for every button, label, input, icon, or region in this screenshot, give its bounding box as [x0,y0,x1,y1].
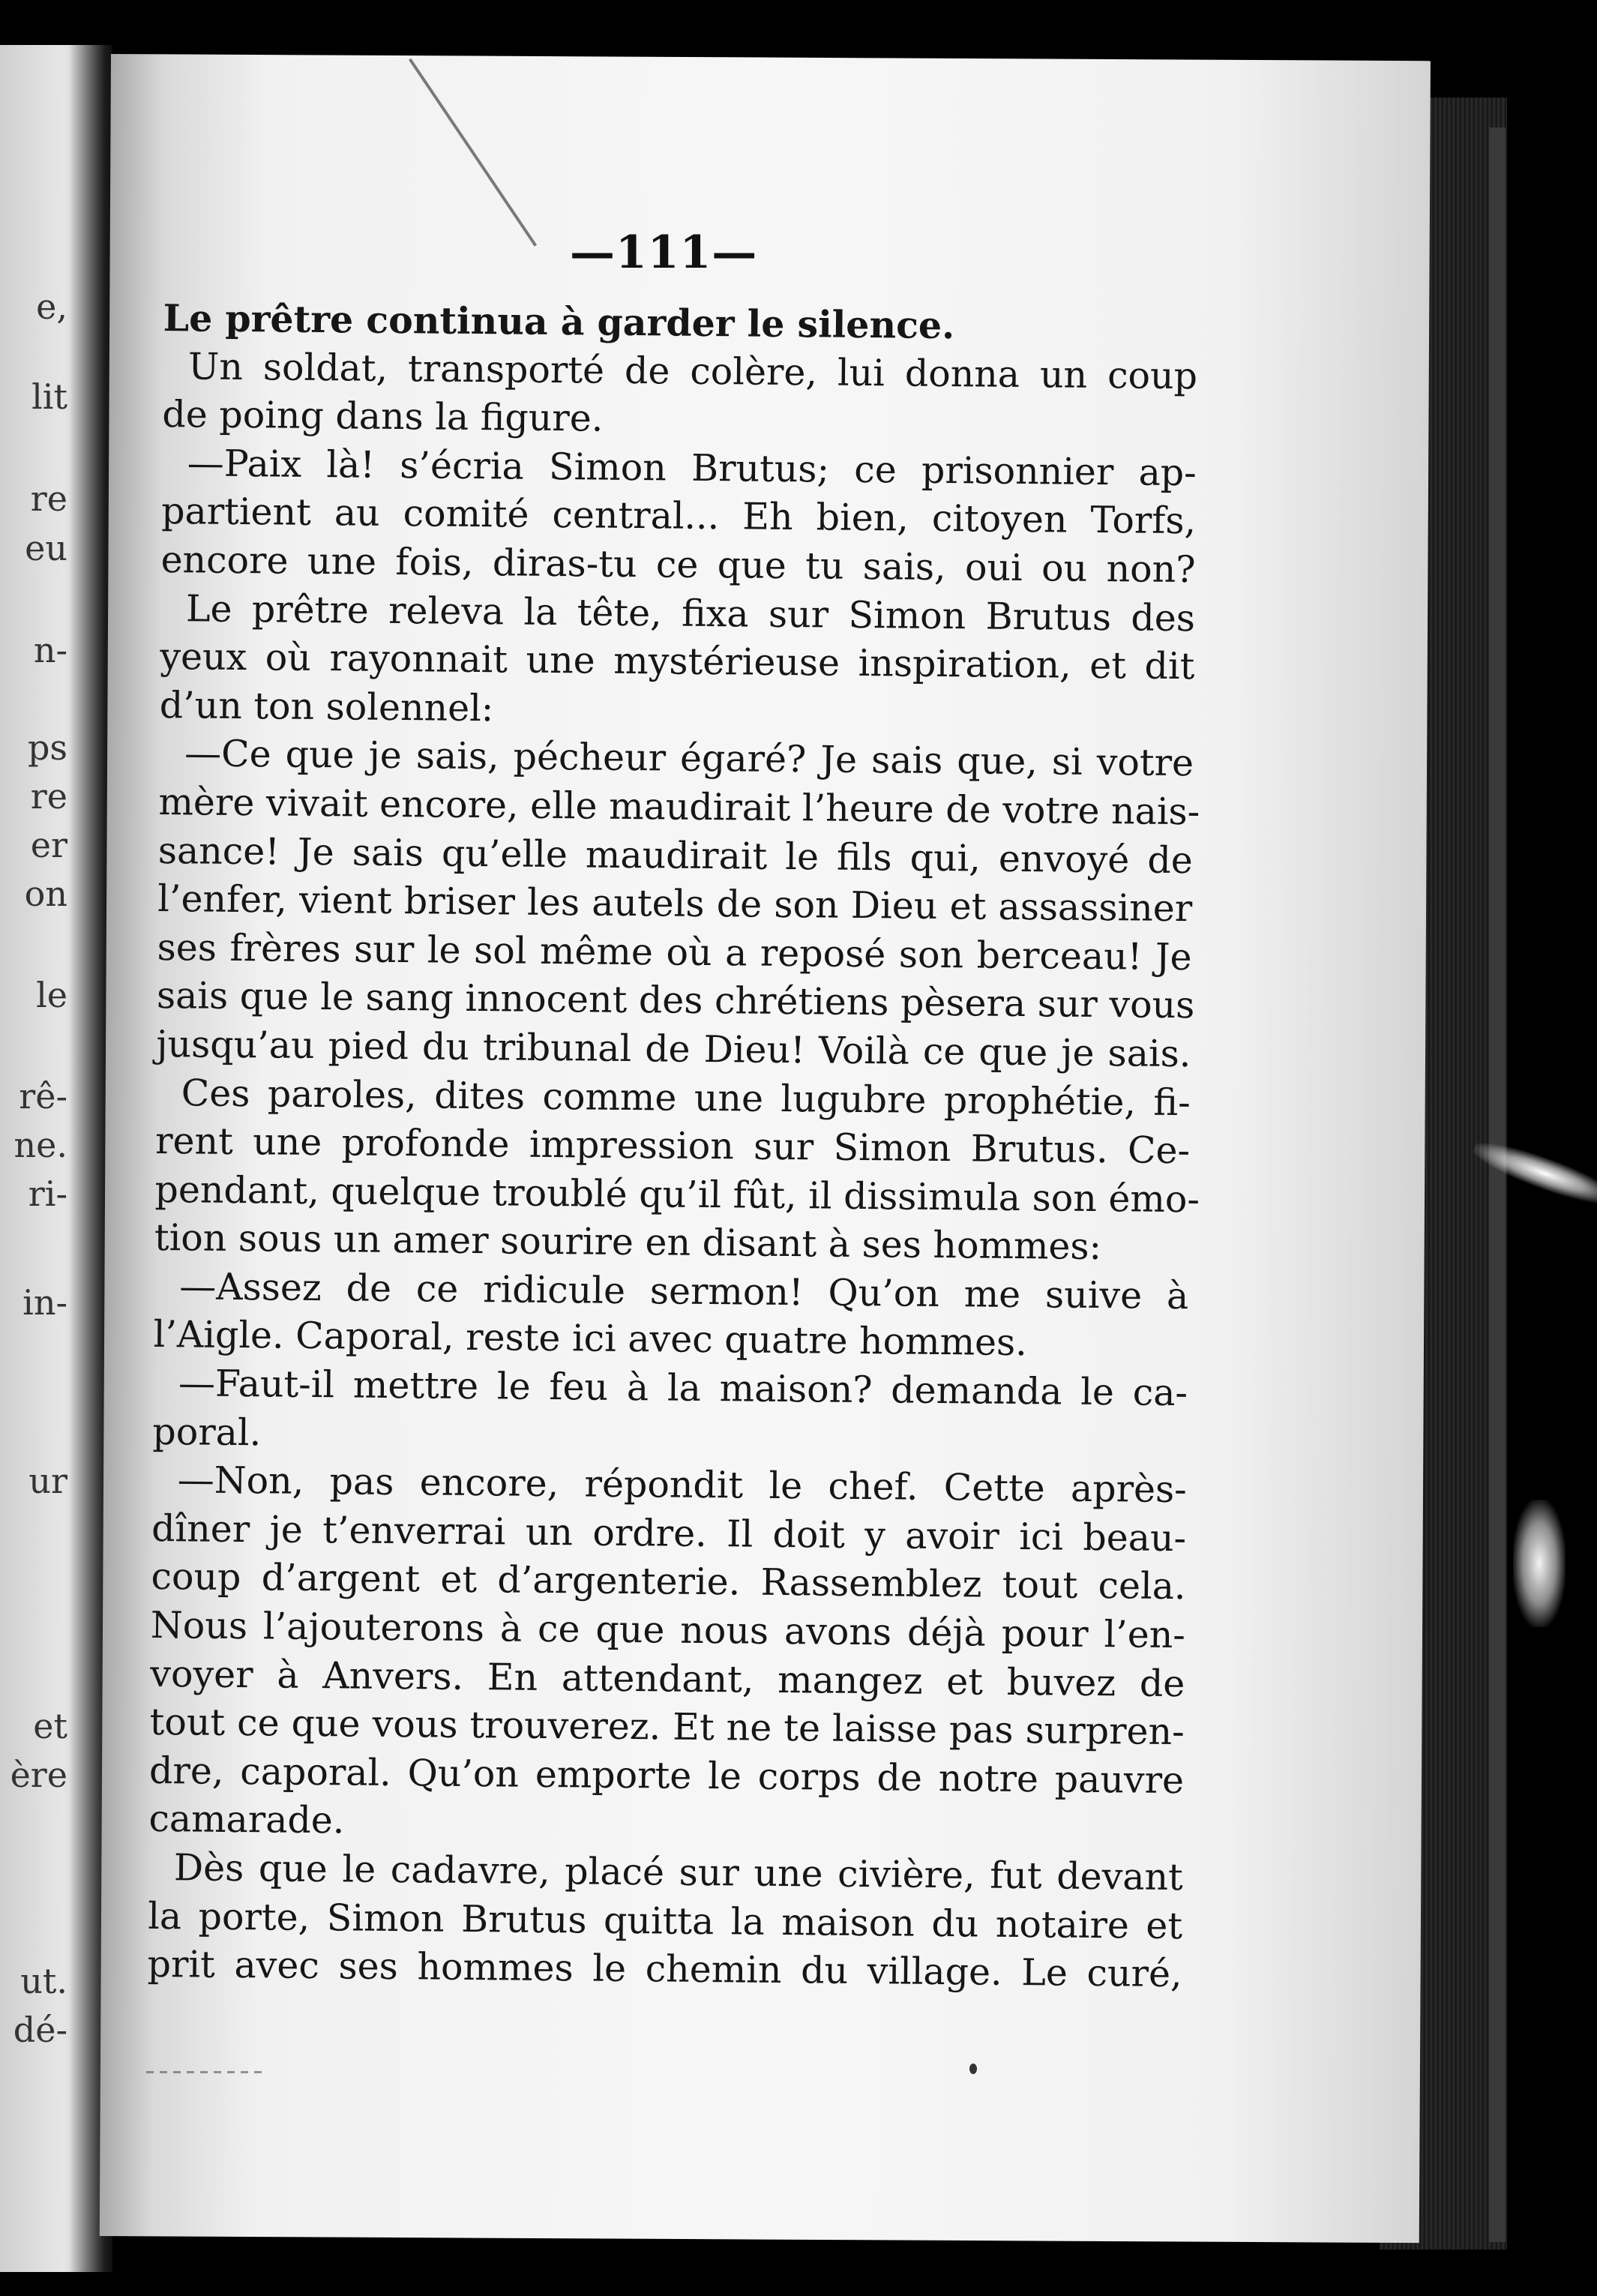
text-line: de poing dans la figure. [162,393,604,440]
text-line: d’un ton solennel: [159,683,494,730]
text-line: —Paix là! s’écria Simon Brutus; ce prisonnier ap- [187,442,1197,495]
left-page-fragment: ne. [13,1125,67,1165]
left-page-fragment: et [33,1706,67,1746]
page-block-edge-highlight [1489,127,1506,2242]
text-line: Dès que le cadavre, placé sur une civière, fut devant [173,1846,1184,1899]
text-line: —Ce que je sais, pécheur égaré? Je sais que, si votre [184,732,1194,785]
text-line: rent une profonde impression sur Simon Brutus. Ce- [154,1120,1191,1173]
text-line: voyer à Anvers. En attendant, mangez et buvez de [150,1652,1185,1705]
text-line: coup d’argent et d’argenterie. Rassemblez tout cela. [151,1555,1186,1608]
text-line: ses frères sur le sol même où a reposé son berceau! Je [157,925,1192,979]
left-page-fragment: ps [27,727,67,768]
ink-spot [969,2064,977,2074]
text-line: poral. [152,1410,262,1454]
text-line: —Assez de ce ridicule sermon! Qu’on me suive à [179,1265,1189,1318]
left-page-fragment: n- [33,630,67,670]
bottom-smudge-rule [146,2071,266,2073]
text-line: sais que le sang innocent des chrétiens pèsera sur vous [156,974,1195,1027]
left-page-fragment: ère [10,1755,67,1795]
left-page-fragment: le [36,975,67,1015]
text-line: dre, caporal. Qu’on emporte le corps de notre pauvre [148,1749,1185,1802]
left-page-fragment: dé- [13,2010,67,2050]
text-line: encore une fois, diras-tu ce que tu sais, oui ou non? [160,538,1196,592]
text-line: dîner je t’enverrai un ordre. Il doit y avoir ici beau- [151,1506,1187,1560]
text-line: tion sous un amer sourire en disant à ses hommes: [154,1216,1102,1269]
scanner-glare [1513,1500,1566,1627]
left-page-fragment: ur [28,1461,67,1501]
text-line: camarade. [148,1797,345,1842]
left-page-fragment: eu [25,528,67,568]
text-line: —Non, pas encore, répondit le chef. Cette après- [177,1458,1188,1512]
text-line: sance! Je sais qu’elle maudirait le fils qui, envoyé de [157,829,1194,882]
text-line: partient au comité central... Eh bien, citoyen Torfs, [160,490,1197,543]
text-line: Le prêtre releva la tête, fixa sur Simon Brutus des [185,586,1196,640]
text-line: —Faut-il mettre le feu à la maison? demanda le ca- [178,1362,1188,1415]
page-number: —111— [570,226,758,279]
text-line: mère vivait encore, elle maudirait l’heure de votre nais- [158,780,1200,834]
text-line: jusqu’au pied du tribunal de Dieu! Voilà ce que je sais. [156,1022,1191,1076]
left-page-fragment: re [30,478,67,519]
left-page-fragment: in- [22,1282,67,1323]
body-text [147,294,1198,1999]
left-page-fragment: er [30,825,67,865]
text-line: Un soldat, transporté de colère, lui donna un coup [187,344,1198,397]
text-line: Ces paroles, dites comme une lugubre prophétie, fi- [181,1071,1191,1124]
text-line: Le prêtre continua à garder le silence. [163,295,955,348]
left-page-fragment: lit [31,376,67,417]
text-line: prit avec ses hommes le chemin du village. Le curé, [147,1943,1182,1996]
left-page-fragment: e, [36,286,67,327]
text-line: tout ce que vous trouverez. Et ne te laisse pas surpren- [149,1701,1185,1754]
text-line: l’Aigle. Caporal, reste ici avec quatre hommes. [153,1313,1028,1365]
text-line: l’enfer, vient briser les autels de son Dieu et assassiner [157,877,1193,931]
left-page-fragment: ri- [28,1173,67,1214]
text-line: Nous l’ajouterons à ce que nous avons déjà pour l’en- [150,1603,1186,1657]
text-line: pendant, quelque troublé qu’il fût, il dissimula son émo- [154,1167,1200,1221]
left-page-fragment: on [24,874,67,914]
text-line: la porte, Simon Brutus quitta la maison du notaire et [147,1894,1183,1947]
left-page-fragment: re [30,776,67,817]
text-line: yeux où rayonnait une mystérieuse inspiration, et dit [160,635,1195,688]
left-page-fragment: rê- [19,1076,67,1117]
left-page-fragment: ut. [20,1961,67,2001]
